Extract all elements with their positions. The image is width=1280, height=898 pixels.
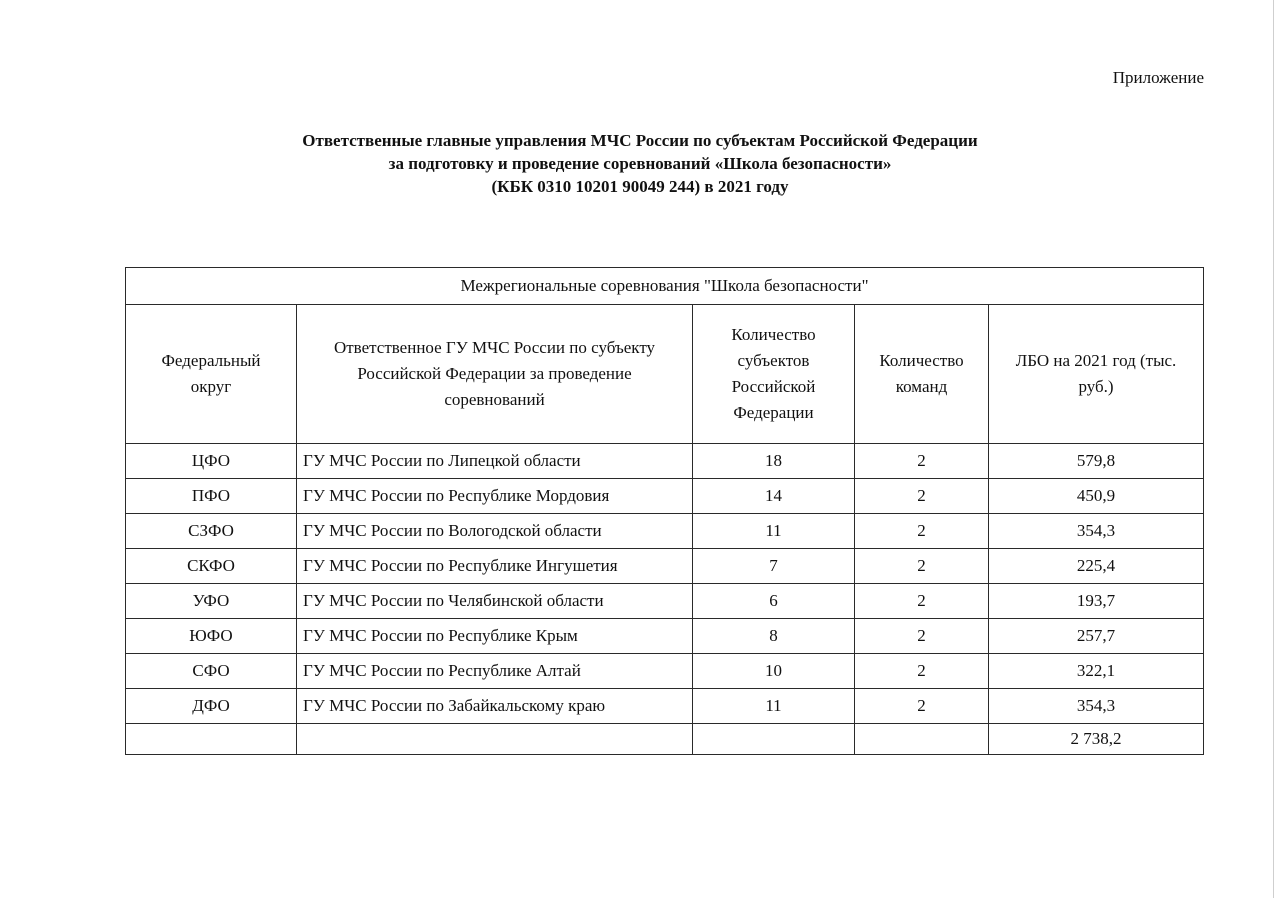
table-row [126, 479, 1204, 514]
cell-teams: 2 [855, 514, 989, 549]
cell-department: ГУ МЧС России по Республике Ингушетия [297, 549, 693, 584]
header-federal-district: Федеральный округ [126, 305, 297, 444]
cell-teams: 2 [855, 654, 989, 689]
cell-district: ЦФО [126, 444, 297, 479]
header-subjects-count: Количество субъектов Российской Федерации [693, 305, 855, 444]
table-caption: Межрегиональные соревнования "Школа безопасности" [126, 268, 1204, 305]
cell-subjects: 14 [693, 479, 855, 514]
cell-department: ГУ МЧС России по Липецкой области [297, 444, 693, 479]
table-row [126, 514, 1204, 549]
cell-teams: 2 [855, 619, 989, 654]
cell-budget: 193,7 [989, 584, 1204, 619]
header-budget: ЛБО на 2021 год (тыс. руб.) [989, 305, 1204, 444]
cell-teams: 2 [855, 549, 989, 584]
table-header-row [126, 305, 1204, 444]
cell-teams: 2 [855, 689, 989, 724]
total-budget: 2 738,2 [989, 724, 1204, 755]
cell-budget: 225,4 [989, 549, 1204, 584]
cell-teams: 2 [855, 479, 989, 514]
cell-teams: 2 [855, 584, 989, 619]
cell-district: ДФО [126, 689, 297, 724]
title-line-3: (КБК 0310 10201 90049 244) в 2021 году [491, 177, 789, 196]
cell-subjects: 8 [693, 619, 855, 654]
scan-edge-line [1273, 0, 1274, 898]
table-row [126, 584, 1204, 619]
cell-department: ГУ МЧС России по Вологодской области [297, 514, 693, 549]
cell-subjects: 10 [693, 654, 855, 689]
title-line-2: за подготовку и проведение соревнований «Школа безопасности» [388, 154, 892, 173]
table-body [126, 444, 1204, 724]
table-row [126, 689, 1204, 724]
header-teams-count: Количество команд [855, 305, 989, 444]
cell-budget: 257,7 [989, 619, 1204, 654]
header-responsible-department: Ответственное ГУ МЧС России по субъекту Российской Федерации за проведение соревнований [297, 305, 693, 444]
title-line-1: Ответственные главные управления МЧС России по субъектам Российской Федерации [302, 131, 978, 150]
table-row [126, 444, 1204, 479]
total-empty-cell [126, 724, 297, 755]
cell-budget: 322,1 [989, 654, 1204, 689]
table-total-row [126, 724, 1204, 755]
cell-district: СЗФО [126, 514, 297, 549]
cell-district: СКФО [126, 549, 297, 584]
total-empty-cell [297, 724, 693, 755]
cell-department: ГУ МЧС России по Челябинской области [297, 584, 693, 619]
cell-department: ГУ МЧС России по Республике Крым [297, 619, 693, 654]
document-title [0, 129, 1280, 198]
cell-department: ГУ МЧС России по Забайкальскому краю [297, 689, 693, 724]
cell-department: ГУ МЧС России по Республике Алтай [297, 654, 693, 689]
cell-department: ГУ МЧС России по Республике Мордовия [297, 479, 693, 514]
table-caption-row [126, 268, 1204, 305]
competition-table [125, 267, 1204, 755]
cell-district: УФО [126, 584, 297, 619]
table-row [126, 619, 1204, 654]
cell-budget: 450,9 [989, 479, 1204, 514]
cell-subjects: 6 [693, 584, 855, 619]
total-empty-cell [693, 724, 855, 755]
cell-subjects: 7 [693, 549, 855, 584]
total-empty-cell [855, 724, 989, 755]
cell-district: СФО [126, 654, 297, 689]
cell-subjects: 11 [693, 689, 855, 724]
cell-district: ЮФО [126, 619, 297, 654]
cell-teams: 2 [855, 444, 989, 479]
cell-subjects: 11 [693, 514, 855, 549]
cell-budget: 579,8 [989, 444, 1204, 479]
table-row [126, 654, 1204, 689]
cell-budget: 354,3 [989, 514, 1204, 549]
cell-budget: 354,3 [989, 689, 1204, 724]
cell-district: ПФО [126, 479, 297, 514]
table-row [126, 549, 1204, 584]
cell-subjects: 18 [693, 444, 855, 479]
appendix-label: Приложение [1112, 68, 1204, 87]
